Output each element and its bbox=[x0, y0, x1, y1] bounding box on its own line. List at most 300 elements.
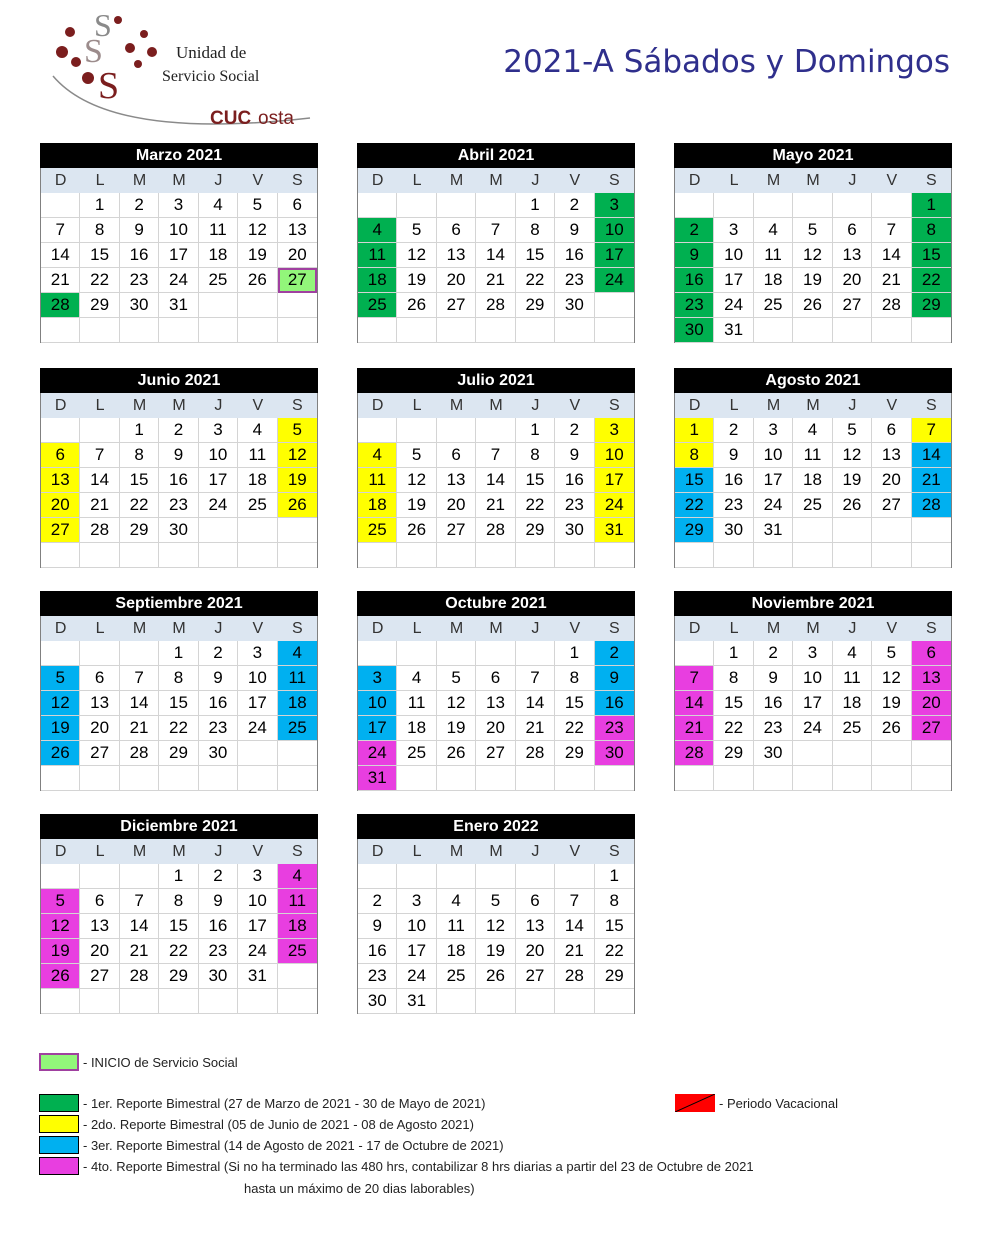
empty-cell bbox=[872, 741, 911, 766]
page-title: 2021-A Sábados y Domingos bbox=[503, 44, 950, 80]
day-cell: 31 bbox=[159, 293, 198, 318]
month-title: Diciembre 2021 bbox=[40, 814, 318, 839]
day-cell: 28 bbox=[41, 293, 80, 318]
day-cell: 24 bbox=[714, 293, 753, 318]
weekday-label: V bbox=[252, 171, 264, 189]
weekday-label: J bbox=[848, 171, 857, 189]
empty-cell bbox=[595, 989, 634, 1014]
weekday-label: M bbox=[172, 619, 186, 637]
day-cell: 31 bbox=[595, 518, 634, 543]
empty-cell bbox=[476, 989, 515, 1014]
day-cell: 19 bbox=[476, 939, 515, 964]
day-cell: 24 bbox=[754, 493, 793, 518]
day-cell: 18 bbox=[793, 468, 832, 493]
day-cell: 22 bbox=[675, 493, 714, 518]
day-cell: 5 bbox=[833, 418, 872, 443]
svg-text:S: S bbox=[94, 7, 112, 43]
day-cell: 28 bbox=[555, 964, 594, 989]
day-cell: 4 bbox=[397, 666, 436, 691]
day-cell: 7 bbox=[476, 218, 515, 243]
day-cell: 11 bbox=[238, 443, 277, 468]
weekday-header bbox=[41, 393, 317, 418]
day-cell: 3 bbox=[358, 666, 397, 691]
legend-report2 bbox=[39, 1115, 474, 1133]
empty-cell bbox=[516, 318, 555, 343]
month-title: Agosto 2021 bbox=[674, 368, 952, 393]
empty-cell bbox=[41, 989, 80, 1014]
day-cell: 16 bbox=[199, 691, 238, 716]
empty-cell bbox=[516, 989, 555, 1014]
day-cell: 26 bbox=[41, 741, 80, 766]
day-cell: 1 bbox=[120, 418, 159, 443]
day-cell: 19 bbox=[793, 268, 832, 293]
day-cell: 8 bbox=[159, 666, 198, 691]
day-cell: 3 bbox=[714, 218, 753, 243]
empty-cell bbox=[278, 293, 317, 318]
day-cell: 24 bbox=[793, 716, 832, 741]
empty-cell bbox=[476, 418, 515, 443]
day-cell: 14 bbox=[516, 691, 555, 716]
day-cell: 20 bbox=[41, 493, 80, 518]
day-cell: 30 bbox=[675, 318, 714, 343]
empty-cell bbox=[555, 766, 594, 791]
day-cell: 27 bbox=[278, 268, 317, 293]
day-cell: 1 bbox=[595, 864, 634, 889]
day-cell: 14 bbox=[555, 914, 594, 939]
weekday-label: J bbox=[848, 396, 857, 414]
empty-cell bbox=[912, 766, 951, 791]
weekday-label: D bbox=[54, 619, 67, 637]
empty-cell bbox=[754, 193, 793, 218]
empty-cell bbox=[555, 318, 594, 343]
empty-cell bbox=[675, 641, 714, 666]
day-cell: 26 bbox=[833, 493, 872, 518]
empty-cell bbox=[41, 766, 80, 791]
day-cell: 16 bbox=[714, 468, 753, 493]
day-cell: 30 bbox=[714, 518, 753, 543]
empty-cell bbox=[872, 543, 911, 568]
legend-start-swatch bbox=[39, 1053, 79, 1071]
weekday-label: M bbox=[806, 619, 820, 637]
day-cell: 17 bbox=[238, 914, 277, 939]
empty-cell bbox=[437, 766, 476, 791]
weekday-label: V bbox=[886, 396, 898, 414]
day-grid bbox=[358, 864, 634, 1014]
weekday-label: M bbox=[489, 171, 503, 189]
weekday-label: M bbox=[489, 842, 503, 860]
weekday-label: M bbox=[489, 396, 503, 414]
svg-text:osta: osta bbox=[258, 108, 294, 129]
day-cell: 31 bbox=[754, 518, 793, 543]
day-cell: 6 bbox=[80, 889, 119, 914]
day-cell: 10 bbox=[595, 443, 634, 468]
day-cell: 16 bbox=[120, 243, 159, 268]
day-cell: 9 bbox=[595, 666, 634, 691]
month-marzo bbox=[40, 143, 318, 343]
month-diciembre bbox=[40, 814, 318, 1014]
weekday-header bbox=[41, 839, 317, 864]
weekday-label: S bbox=[925, 619, 937, 637]
svg-text:S: S bbox=[84, 33, 103, 70]
day-cell: 2 bbox=[754, 641, 793, 666]
day-cell: 13 bbox=[80, 691, 119, 716]
weekday-header bbox=[358, 168, 634, 193]
empty-cell bbox=[120, 318, 159, 343]
weekday-label: V bbox=[886, 619, 898, 637]
empty-cell bbox=[833, 193, 872, 218]
day-cell: 8 bbox=[120, 443, 159, 468]
day-cell: 1 bbox=[714, 641, 753, 666]
day-cell: 12 bbox=[476, 914, 515, 939]
day-cell: 20 bbox=[437, 493, 476, 518]
day-cell: 20 bbox=[80, 716, 119, 741]
day-cell: 16 bbox=[358, 939, 397, 964]
day-cell: 7 bbox=[41, 218, 80, 243]
day-cell: 16 bbox=[555, 468, 594, 493]
day-cell: 11 bbox=[793, 443, 832, 468]
day-cell: 11 bbox=[358, 468, 397, 493]
weekday-label: L bbox=[729, 396, 739, 414]
day-cell: 3 bbox=[397, 889, 436, 914]
day-cell: 13 bbox=[41, 468, 80, 493]
day-cell: 24 bbox=[595, 493, 634, 518]
weekday-label: V bbox=[569, 396, 581, 414]
day-cell: 17 bbox=[159, 243, 198, 268]
empty-cell bbox=[555, 864, 594, 889]
day-cell: 26 bbox=[41, 964, 80, 989]
day-cell: 1 bbox=[159, 641, 198, 666]
day-cell: 25 bbox=[397, 741, 436, 766]
day-cell: 9 bbox=[199, 666, 238, 691]
day-cell: 27 bbox=[80, 964, 119, 989]
month-title: Abril 2021 bbox=[357, 143, 635, 168]
day-cell: 23 bbox=[555, 268, 594, 293]
empty-cell bbox=[754, 543, 793, 568]
day-cell: 25 bbox=[199, 268, 238, 293]
weekday-label: L bbox=[95, 396, 105, 414]
month-title: Marzo 2021 bbox=[40, 143, 318, 168]
day-cell: 14 bbox=[41, 243, 80, 268]
month-title: Junio 2021 bbox=[40, 368, 318, 393]
empty-cell bbox=[397, 543, 436, 568]
empty-cell bbox=[80, 418, 119, 443]
day-cell: 27 bbox=[41, 518, 80, 543]
empty-cell bbox=[833, 543, 872, 568]
empty-cell bbox=[912, 543, 951, 568]
day-cell: 6 bbox=[912, 641, 951, 666]
day-cell: 16 bbox=[595, 691, 634, 716]
day-cell: 17 bbox=[358, 716, 397, 741]
day-cell: 28 bbox=[675, 741, 714, 766]
day-grid bbox=[41, 193, 317, 343]
day-cell: 31 bbox=[397, 989, 436, 1014]
weekday-label: D bbox=[688, 171, 701, 189]
weekday-label: S bbox=[608, 396, 620, 414]
day-cell: 3 bbox=[238, 641, 277, 666]
day-cell: 8 bbox=[80, 218, 119, 243]
day-cell: 13 bbox=[912, 666, 951, 691]
day-cell: 13 bbox=[872, 443, 911, 468]
weekday-label: J bbox=[214, 171, 223, 189]
month-abril bbox=[357, 143, 635, 343]
day-cell: 11 bbox=[199, 218, 238, 243]
day-cell: 26 bbox=[476, 964, 515, 989]
day-cell: 5 bbox=[872, 641, 911, 666]
day-cell: 2 bbox=[358, 889, 397, 914]
weekday-label: L bbox=[729, 619, 739, 637]
day-cell: 2 bbox=[159, 418, 198, 443]
day-cell: 23 bbox=[675, 293, 714, 318]
empty-cell bbox=[793, 318, 832, 343]
empty-cell bbox=[199, 293, 238, 318]
day-cell: 30 bbox=[555, 518, 594, 543]
day-cell: 30 bbox=[555, 293, 594, 318]
day-cell: 22 bbox=[555, 716, 594, 741]
day-cell: 13 bbox=[516, 914, 555, 939]
legend-report3-swatch bbox=[39, 1136, 79, 1154]
day-cell: 7 bbox=[555, 889, 594, 914]
day-cell: 28 bbox=[516, 741, 555, 766]
day-cell: 6 bbox=[437, 218, 476, 243]
day-cell: 8 bbox=[912, 218, 951, 243]
empty-cell bbox=[714, 766, 753, 791]
day-cell: 11 bbox=[358, 243, 397, 268]
weekday-label: D bbox=[54, 171, 67, 189]
empty-cell bbox=[199, 766, 238, 791]
day-cell: 21 bbox=[476, 268, 515, 293]
day-cell: 29 bbox=[516, 293, 555, 318]
day-cell: 28 bbox=[120, 741, 159, 766]
empty-cell bbox=[476, 543, 515, 568]
empty-cell bbox=[872, 193, 911, 218]
day-cell: 28 bbox=[476, 293, 515, 318]
day-cell: 24 bbox=[238, 939, 277, 964]
day-cell: 31 bbox=[238, 964, 277, 989]
day-cell: 9 bbox=[120, 218, 159, 243]
empty-cell bbox=[238, 989, 277, 1014]
month-title: Octubre 2021 bbox=[357, 591, 635, 616]
legend-report1 bbox=[39, 1094, 486, 1112]
day-cell: 3 bbox=[199, 418, 238, 443]
empty-cell bbox=[238, 741, 277, 766]
day-cell: 17 bbox=[793, 691, 832, 716]
empty-cell bbox=[833, 766, 872, 791]
day-cell: 4 bbox=[358, 443, 397, 468]
day-cell: 22 bbox=[516, 493, 555, 518]
day-cell: 24 bbox=[397, 964, 436, 989]
empty-cell bbox=[41, 543, 80, 568]
empty-cell bbox=[397, 193, 436, 218]
day-cell: 22 bbox=[159, 716, 198, 741]
day-cell: 25 bbox=[238, 493, 277, 518]
day-cell: 6 bbox=[437, 443, 476, 468]
day-cell: 5 bbox=[41, 889, 80, 914]
legend-vacation-label: - Periodo Vacacional bbox=[719, 1095, 838, 1111]
empty-cell bbox=[516, 543, 555, 568]
svg-text:CUC: CUC bbox=[210, 108, 252, 129]
day-cell: 11 bbox=[278, 666, 317, 691]
day-cell: 17 bbox=[397, 939, 436, 964]
day-cell: 12 bbox=[278, 443, 317, 468]
empty-cell bbox=[516, 766, 555, 791]
month-septiembre bbox=[40, 591, 318, 791]
weekday-label: M bbox=[172, 171, 186, 189]
weekday-label: M bbox=[172, 396, 186, 414]
weekday-label: S bbox=[925, 396, 937, 414]
day-grid bbox=[358, 641, 634, 791]
day-cell: 30 bbox=[199, 741, 238, 766]
weekday-label: J bbox=[848, 619, 857, 637]
empty-cell bbox=[595, 543, 634, 568]
day-cell: 5 bbox=[278, 418, 317, 443]
empty-cell bbox=[120, 766, 159, 791]
legend-start bbox=[39, 1053, 238, 1071]
empty-cell bbox=[675, 766, 714, 791]
day-cell: 2 bbox=[199, 864, 238, 889]
day-cell: 15 bbox=[912, 243, 951, 268]
empty-cell bbox=[397, 641, 436, 666]
empty-cell bbox=[476, 766, 515, 791]
legend-report3 bbox=[39, 1136, 504, 1154]
empty-cell bbox=[159, 318, 198, 343]
empty-cell bbox=[754, 766, 793, 791]
day-grid bbox=[675, 641, 951, 791]
month-agosto bbox=[674, 368, 952, 568]
day-cell: 7 bbox=[120, 666, 159, 691]
day-cell: 3 bbox=[595, 418, 634, 443]
day-cell: 12 bbox=[793, 243, 832, 268]
day-cell: 7 bbox=[872, 218, 911, 243]
weekday-label: J bbox=[531, 619, 540, 637]
day-cell: 11 bbox=[437, 914, 476, 939]
empty-cell bbox=[238, 293, 277, 318]
day-cell: 14 bbox=[476, 468, 515, 493]
day-cell: 16 bbox=[555, 243, 594, 268]
day-cell: 24 bbox=[358, 741, 397, 766]
empty-cell bbox=[278, 964, 317, 989]
weekday-label: J bbox=[214, 842, 223, 860]
day-cell: 23 bbox=[199, 939, 238, 964]
legend-report1-swatch bbox=[39, 1094, 79, 1112]
day-cell: 25 bbox=[754, 293, 793, 318]
empty-cell bbox=[437, 989, 476, 1014]
empty-cell bbox=[912, 318, 951, 343]
day-cell: 10 bbox=[159, 218, 198, 243]
day-cell: 12 bbox=[437, 691, 476, 716]
weekday-label: D bbox=[54, 396, 67, 414]
day-cell: 26 bbox=[437, 741, 476, 766]
day-cell: 25 bbox=[833, 716, 872, 741]
weekday-label: L bbox=[729, 171, 739, 189]
day-cell: 12 bbox=[397, 468, 436, 493]
day-cell: 26 bbox=[397, 518, 436, 543]
day-cell: 12 bbox=[872, 666, 911, 691]
day-cell: 2 bbox=[555, 418, 594, 443]
day-cell: 30 bbox=[159, 518, 198, 543]
legend-report3-label: - 3er. Reporte Bimestral (14 de Agosto de 2021 - 17 de Octubre de 2021) bbox=[83, 1137, 504, 1153]
day-cell: 7 bbox=[476, 443, 515, 468]
day-cell: 9 bbox=[714, 443, 753, 468]
day-cell: 8 bbox=[555, 666, 594, 691]
weekday-label: D bbox=[688, 619, 701, 637]
empty-cell bbox=[912, 741, 951, 766]
empty-cell bbox=[675, 543, 714, 568]
empty-cell bbox=[238, 543, 277, 568]
day-cell: 7 bbox=[80, 443, 119, 468]
empty-cell bbox=[793, 543, 832, 568]
day-cell: 3 bbox=[595, 193, 634, 218]
day-cell: 14 bbox=[80, 468, 119, 493]
empty-cell bbox=[397, 766, 436, 791]
day-cell: 23 bbox=[555, 493, 594, 518]
day-cell: 19 bbox=[41, 716, 80, 741]
day-cell: 8 bbox=[714, 666, 753, 691]
empty-cell bbox=[595, 766, 634, 791]
day-cell: 30 bbox=[120, 293, 159, 318]
weekday-label: V bbox=[569, 619, 581, 637]
month-title: Mayo 2021 bbox=[674, 143, 952, 168]
empty-cell bbox=[199, 543, 238, 568]
legend-report4 bbox=[39, 1157, 754, 1175]
day-cell: 16 bbox=[159, 468, 198, 493]
weekday-label: L bbox=[95, 842, 105, 860]
empty-cell bbox=[80, 864, 119, 889]
day-cell: 20 bbox=[437, 268, 476, 293]
empty-cell bbox=[80, 318, 119, 343]
day-cell: 21 bbox=[120, 716, 159, 741]
day-cell: 3 bbox=[159, 193, 198, 218]
empty-cell bbox=[872, 518, 911, 543]
day-cell: 10 bbox=[595, 218, 634, 243]
day-cell: 5 bbox=[793, 218, 832, 243]
day-cell: 25 bbox=[278, 939, 317, 964]
weekday-label: L bbox=[95, 619, 105, 637]
day-cell: 14 bbox=[675, 691, 714, 716]
day-cell: 18 bbox=[358, 268, 397, 293]
month-title: Julio 2021 bbox=[357, 368, 635, 393]
day-cell: 29 bbox=[675, 518, 714, 543]
day-cell: 21 bbox=[675, 716, 714, 741]
day-cell: 18 bbox=[833, 691, 872, 716]
empty-cell bbox=[476, 193, 515, 218]
day-cell: 29 bbox=[595, 964, 634, 989]
day-cell: 15 bbox=[714, 691, 753, 716]
day-cell: 14 bbox=[912, 443, 951, 468]
weekday-label: M bbox=[132, 171, 147, 189]
month-title: Septiembre 2021 bbox=[40, 591, 318, 616]
month-julio bbox=[357, 368, 635, 568]
day-cell: 19 bbox=[41, 939, 80, 964]
day-cell: 10 bbox=[714, 243, 753, 268]
day-cell: 2 bbox=[199, 641, 238, 666]
vacation-swatch-icon bbox=[675, 1094, 715, 1112]
day-cell: 25 bbox=[437, 964, 476, 989]
day-cell: 18 bbox=[238, 468, 277, 493]
day-cell: 28 bbox=[912, 493, 951, 518]
day-cell: 1 bbox=[159, 864, 198, 889]
empty-cell bbox=[595, 318, 634, 343]
weekday-label: M bbox=[449, 171, 464, 189]
empty-cell bbox=[120, 543, 159, 568]
day-cell: 15 bbox=[120, 468, 159, 493]
day-cell: 22 bbox=[595, 939, 634, 964]
day-cell: 29 bbox=[159, 741, 198, 766]
day-cell: 8 bbox=[675, 443, 714, 468]
day-grid bbox=[41, 641, 317, 791]
day-cell: 5 bbox=[238, 193, 277, 218]
day-cell: 9 bbox=[159, 443, 198, 468]
svg-text:S: S bbox=[98, 65, 120, 107]
